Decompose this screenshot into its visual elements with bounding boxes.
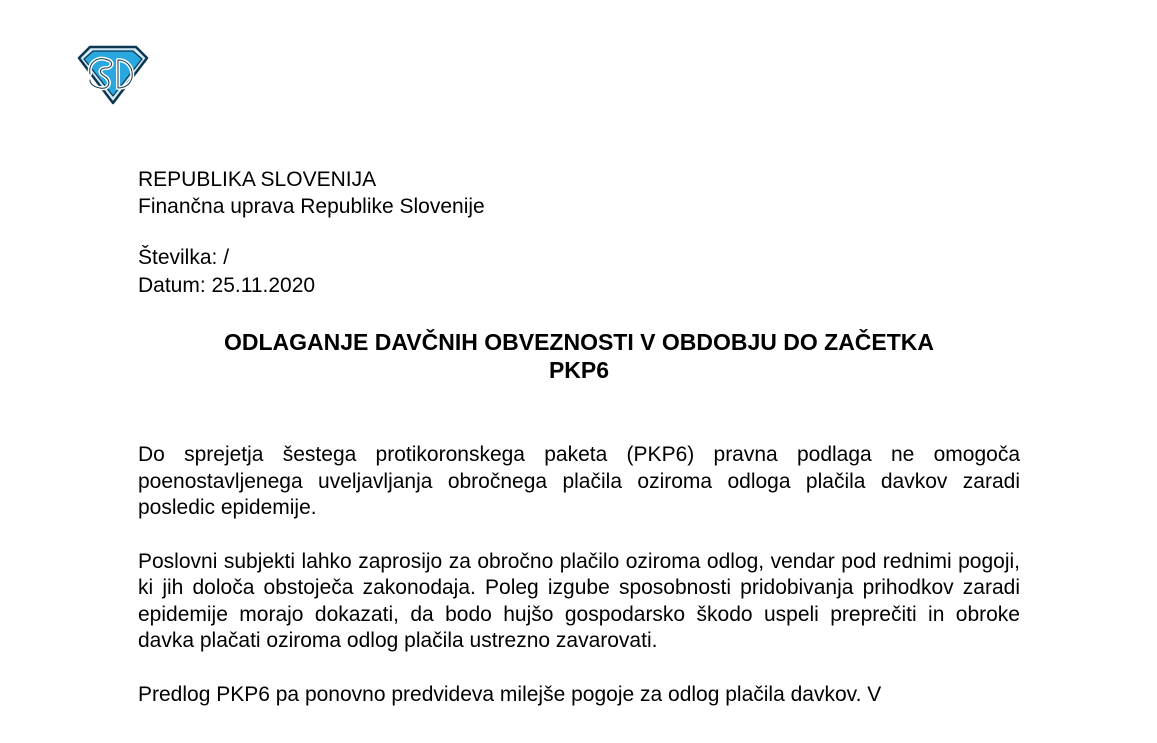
sd-logo-icon bbox=[76, 44, 150, 106]
title-line-1: ODLAGANJE DAVČNIH OBVEZNOSTI V OBDOBJU DO ZAČETKA bbox=[223, 329, 935, 355]
document-title bbox=[138, 328, 1020, 384]
document-number: Številka: / bbox=[138, 246, 230, 269]
header-country: REPUBLIKA SLOVENIJA bbox=[138, 168, 377, 191]
document-date: Datum: 25.11.2020 bbox=[138, 274, 316, 297]
header-institution: Finančna uprava Republike Slovenije bbox=[138, 195, 485, 218]
document-meta bbox=[138, 244, 315, 300]
paragraph-3: Predlog PKP6 pa ponovno predvideva milejše pogoje za odlog plačila davkov. V bbox=[138, 682, 882, 706]
paragraph-2: Poslovni subjekti lahko zaprosijo za obročno plačilo oziroma odlog, vendar pod rednimi pogoji, ki jih določa obstoječa zakonodaja. Poleg izgube sposobnosti pridobivanja prihodkov zaradi epidemije morajo dokazati, da bodo hujšo gospodarsko škodo uspeli preprečiti in obroke davka plačati oziroma odlog plačila ustrezno zavarovati. bbox=[138, 549, 1020, 652]
document-body bbox=[138, 442, 1020, 735]
document-header bbox=[138, 166, 485, 220]
title-line-2: PKP6 bbox=[548, 357, 610, 383]
paragraph-1: Do sprejetja šestega protikoronskega paketa (PKP6) pravna podlaga ne omogoča poenostavljenega uveljavljanja obročnega plačila oziroma odloga plačila davkov zaradi posledic epidemije. bbox=[138, 443, 1020, 519]
